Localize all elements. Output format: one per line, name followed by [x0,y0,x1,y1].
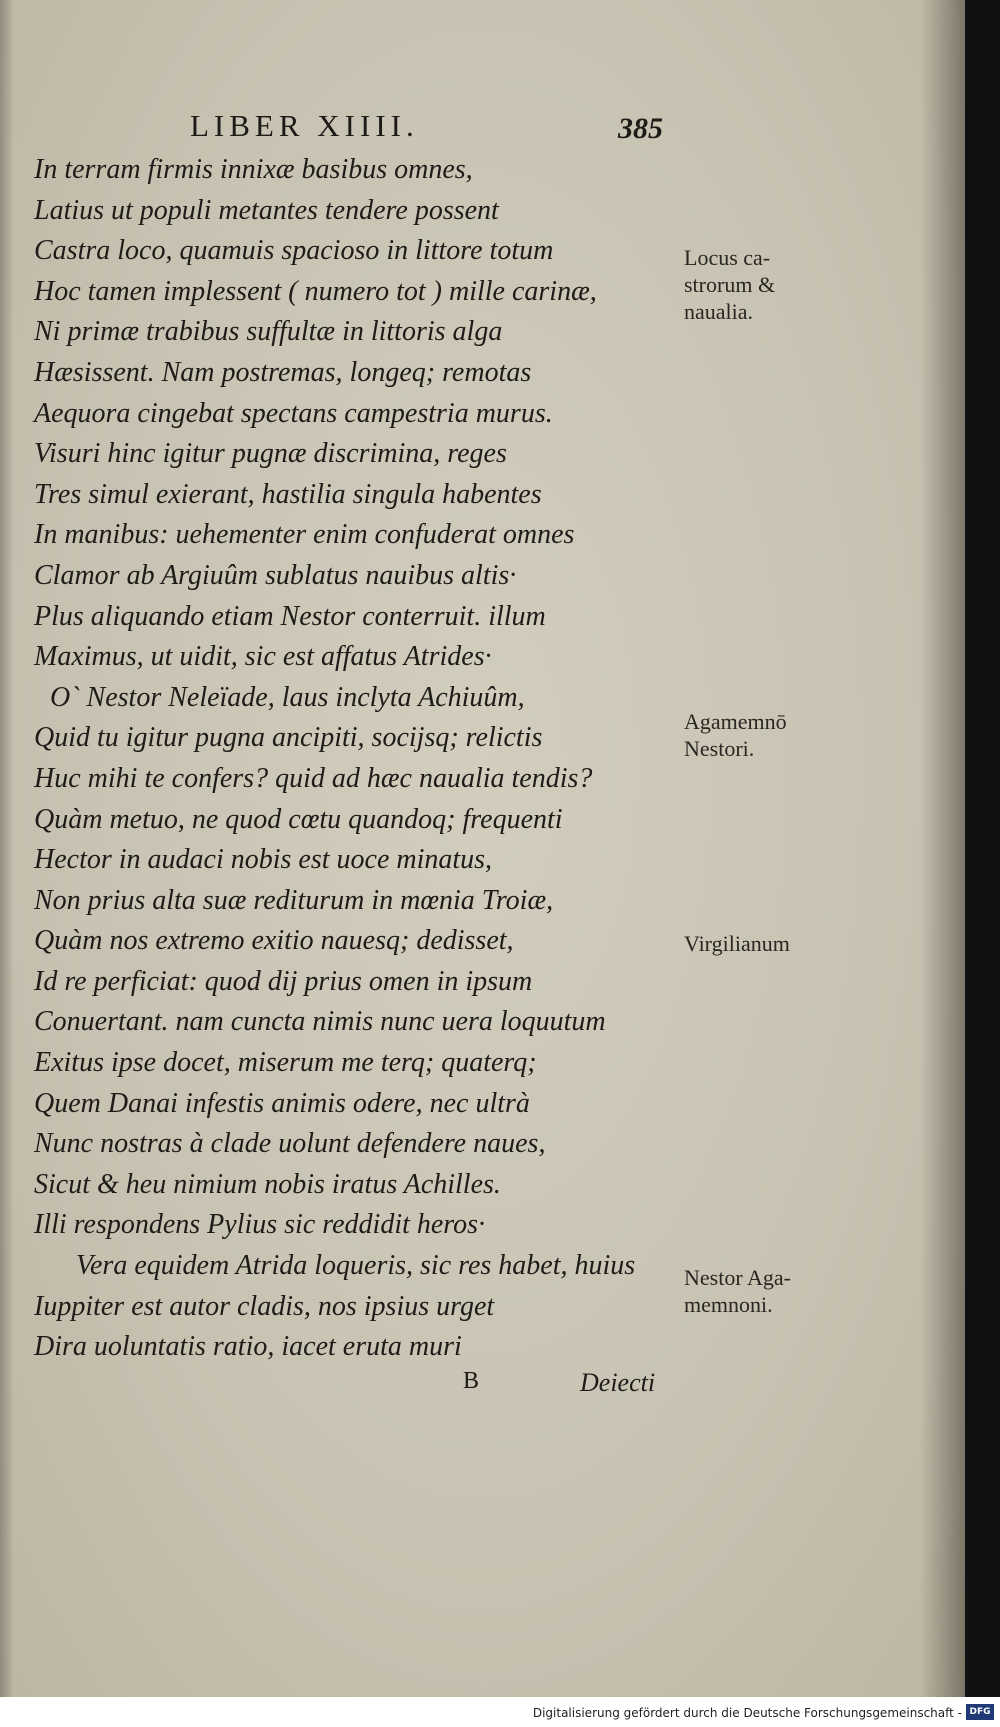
scan-border [965,0,1000,1697]
verse-line: O` Nestor Neleïade, laus inclyta Achiuûm, [50,681,525,713]
verse-line: Latius ut populi metantes tendere possent [34,194,499,226]
verse-line: Quid tu igitur pugna ancipiti, socijsq; relictis [34,722,543,754]
verse-line: Vera equidem Atrida loqueris, sic res habet, huius [76,1250,636,1282]
verse-line: Exitus ipse docet, miserum me terq; quaterq; [34,1047,537,1079]
verse-line: Id re perficiat: quod dij prius omen in ipsum [34,965,533,997]
verse-line: Quàm metuo, ne quod cœtu quandoq; frequenti [34,803,563,835]
verse-line: Quem Danai infestis animis odere, nec ultrà [34,1087,530,1119]
verse-line: Aequora cingebat spectans campestria murus. [34,397,553,429]
verse-line: Castra loco, quamuis spacioso in littore totum [34,235,554,267]
verse-line: Dira uoluntatis ratio, iacet eruta muri [34,1331,462,1363]
verse-line: Hæsissent. Nam postremas, longeq; remotas [34,356,532,388]
verse-line: Iuppiter est autor cladis, nos ipsius urget [34,1290,495,1322]
verse-line: Hector in audaci nobis est uoce minatus, [34,844,493,876]
verse-line: Huc mihi te confers? quid ad hæc naualia tendis? [34,762,593,794]
verse-line: Hoc tamen implessent ( numero tot ) mille carinæ, [34,275,597,307]
marginal-note: Virgilianum [684,931,790,956]
verse-line: In terram firmis innixæ basibus omnes, [34,154,473,185]
verse-line: Nunc nostras à clade uolunt defendere naues, [34,1128,546,1160]
verse-line: Ni primæ trabibus suffultæ in littoris alga [34,316,503,348]
footer-credit: Digitalisierung gefördert durch die Deutsche Forschungsgemeinschaft - [532,1706,962,1720]
verse-line: Sicut & heu nimium nobis iratus Achilles. [34,1168,501,1200]
signature-mark: B [463,1368,480,1394]
page-number: 385 [618,112,663,145]
verse-text [34,150,674,1368]
verse-line: Conuertant. nam cuncta nimis nunc uera loquutum [34,1006,606,1038]
dfg-logo: DFG [966,1704,994,1720]
marginal-note: Agamemnō Nestori. [684,709,787,761]
verse-line: Plus aliquando etiam Nestor conterruit. illum [34,600,546,632]
verse-line: Visuri hinc igitur pugnæ discrimina, reges [34,438,507,470]
verse-line: In manibus: uehementer enim confuderat omnes [34,519,575,551]
marginal-note: Nestor Aga- memnoni. [684,1265,791,1317]
page-gutter-shade [0,0,14,1697]
verse-line: Tres simul exierant, hastilia singula habentes [34,478,542,510]
verse-line: Illi respondens Pylius sic reddidit heros· [34,1209,486,1241]
verse-line: Clamor ab Argiuûm sublatus nauibus altis· [34,559,517,591]
verse-line: Quàm nos extremo exitio nauesq; dedisset, [34,925,514,957]
verse-line: Maximus, ut uidit, sic est affatus Atrides· [34,641,492,673]
page-edge-shade [920,0,965,1697]
running-head: LIBER XIIII. [190,108,419,143]
page-foot [0,1368,680,1408]
marginal-note: Locus ca- strorum & naualia. [684,245,776,324]
catchword: Deiecti [580,1368,656,1397]
verse-line: Non prius alta suæ rediturum in mœnia Troiæ, [34,884,554,916]
